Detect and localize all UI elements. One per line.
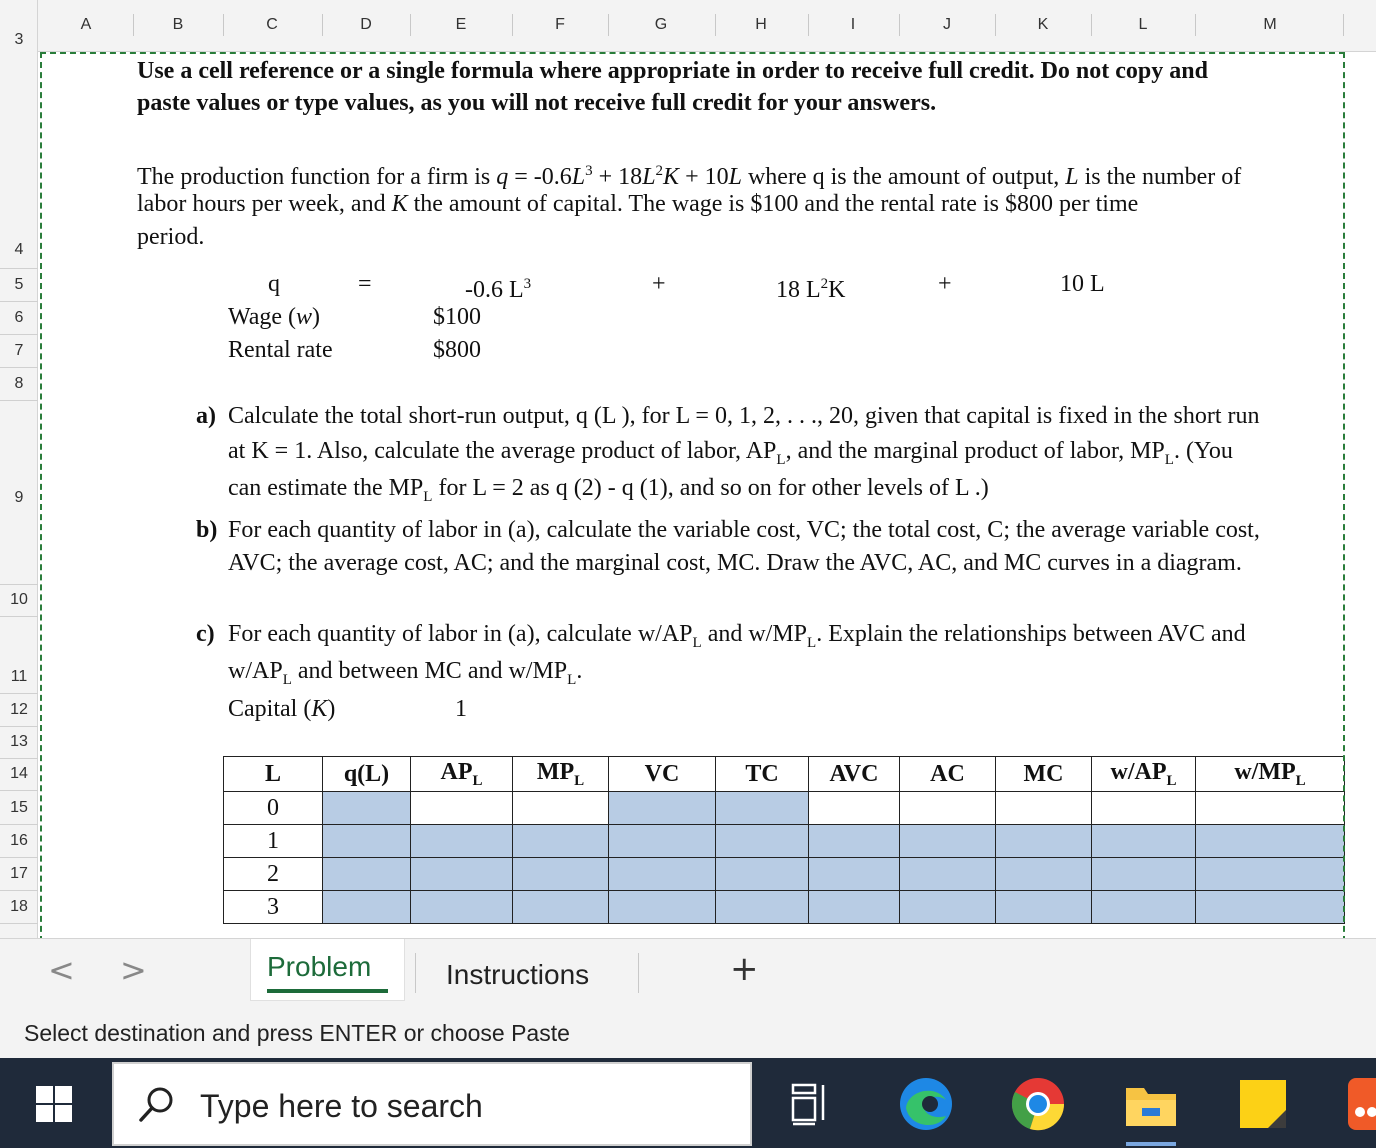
running-app-indicator [1126,1142,1176,1146]
cell-tc[interactable] [716,891,809,924]
question-c-line-2: $w/AP_L$ and between MC and $w/MP_L$. [228,658,583,688]
chrome-icon[interactable] [1010,1076,1066,1132]
header-tc[interactable]: TC [716,757,809,792]
header-mc[interactable]: MC [996,757,1092,792]
instruction-line-2: paste values or type values, as you will not receive full credit for your answers. [137,90,937,116]
question-c-line-1: For each quantity of labor in (a), calculate $w/AP_L$ and $w/MP_L$. Explain the relationships between AVC and [228,621,1246,651]
cell-w-apl[interactable] [1092,825,1196,858]
column-l-header[interactable]: L [1138,16,1148,33]
header-ql[interactable]: q(L) [323,757,411,792]
row-9-header[interactable]: 9 [14,489,24,506]
header-l[interactable]: L [224,757,323,792]
cell-ql[interactable] [323,891,411,924]
cell-w-apl[interactable] [1092,891,1196,924]
header-avc[interactable]: AVC [809,757,900,792]
results-table [223,756,1345,924]
cell-l[interactable]: 0 [224,792,323,825]
app-icon[interactable] [1346,1076,1376,1132]
row-14-header[interactable]: 14 [10,765,28,782]
equation-plus-2[interactable]: + [938,271,952,297]
column-f-header[interactable]: F [555,16,565,33]
header-vc[interactable]: VC [609,757,716,792]
prev-sheet-arrow-icon[interactable]: < [48,951,75,989]
cell-vc[interactable] [609,891,716,924]
windows-taskbar [0,1058,1376,1148]
header-apl[interactable]: $AP_L$ [411,757,513,792]
cell-apl[interactable] [411,858,513,891]
problem-line-1: The production function for a firm is $q = -0.6L^3 + 18L^2K + 10L$ where q is the amount of output, L is the number of [137,163,1242,190]
row-3-header[interactable]: 3 [14,31,24,48]
header-mpl[interactable]: $MP_L$ [513,757,609,792]
cell-vc[interactable] [609,792,716,825]
sticky-notes-icon[interactable] [1238,1078,1288,1130]
question-c-tag: c) [196,621,215,647]
column-c-header[interactable]: C [266,16,278,33]
add-sheet-icon[interactable]: + [730,949,759,989]
cell-mpl[interactable] [513,858,609,891]
problem-line-2: labor hours per week, and K the amount of capital. The wage is $100 and the rental rate is $800 per time [137,191,1139,217]
cell-avc[interactable] [809,891,900,924]
tab-divider [638,953,639,993]
cell-ac[interactable] [900,891,996,924]
row-4-header[interactable]: 4 [14,241,24,258]
cell-l[interactable]: 3 [224,891,323,924]
cell-w-mpl[interactable] [1196,792,1345,825]
table-row [224,858,1345,891]
row-18-header[interactable]: 18 [10,898,28,915]
status-bar [0,1008,1376,1058]
question-a-line-1: Calculate the total short-run output, q (L ), for L = 0, 1, 2, . . ., 20, given that capital is fixed in the short run [228,403,1260,429]
equation-term-3[interactable]: 10 L [1060,271,1105,297]
cell-apl[interactable] [411,891,513,924]
cell-vc[interactable] [609,825,716,858]
row-6-header[interactable]: 6 [14,309,24,326]
row-12-header[interactable]: 12 [10,701,28,718]
equation-term-2[interactable]: 18 $L^2K$ [776,276,846,303]
status-message: Select destination and press ENTER or choose Paste [24,1020,570,1046]
table-row [224,825,1345,858]
cell-avc[interactable] [809,858,900,891]
windows-start-icon[interactable] [36,1086,72,1122]
cell-apl[interactable] [411,825,513,858]
cell-tc[interactable] [716,792,809,825]
cell-avc[interactable] [809,825,900,858]
question-a-tag: a) [196,403,216,429]
file-explorer-icon[interactable] [1124,1080,1178,1130]
cell-ac[interactable] [900,792,996,825]
table-header-row [224,757,1345,792]
cell-mc[interactable] [996,858,1092,891]
column-j-header[interactable]: J [943,16,951,33]
search-icon [136,1084,178,1126]
search-placeholder: Type here to search [200,1088,483,1124]
equation-q[interactable]: q [268,271,280,297]
cell-tc[interactable] [716,825,809,858]
problem-line-3: period. [137,224,205,250]
capital-label[interactable]: Capital (K) [228,696,336,722]
cell-w-mpl[interactable] [1196,891,1345,924]
question-a-line-3: can estimate the $MP_L$ for L = 2 as q (2) - q (1), and so on for other levels of L .) [228,475,989,505]
instruction-line-1: Use a cell reference or a single formula where appropriate in order to receive full credit. Do not copy and [137,58,1208,84]
cell-apl[interactable] [411,792,513,825]
cell-l[interactable]: 2 [224,858,323,891]
row-17-header[interactable]: 17 [10,865,28,882]
question-b-line-2: AVC; the average cost, AC; and the marginal cost, MC. Draw the AVC, AC, and MC curves in a diagram. [228,550,1242,576]
wage-label[interactable]: Wage (w) [228,304,321,330]
cell-w-apl[interactable] [1092,792,1196,825]
tab-problem[interactable] [250,939,405,1001]
active-tab-underline [267,989,388,993]
cell-mc[interactable] [996,825,1092,858]
cell-mpl[interactable] [513,891,609,924]
cell-tc[interactable] [716,858,809,891]
row-16-header[interactable]: 16 [10,832,28,849]
column-b-header[interactable]: B [172,16,184,33]
row-7-header[interactable]: 7 [14,342,24,359]
cell-ql[interactable] [323,825,411,858]
cell-ac[interactable] [900,858,996,891]
edge-icon[interactable] [898,1076,954,1132]
rental-rate-label[interactable]: Rental rate [228,337,333,363]
row-11-header[interactable]: 11 [10,668,28,685]
cell-ql[interactable] [323,792,411,825]
question-b-tag: b) [196,517,218,543]
tab-problem-label: Problem [267,951,372,982]
column-g-header[interactable]: G [654,16,668,33]
row-10-header[interactable]: 10 [10,591,28,608]
column-m-header[interactable]: M [1263,16,1277,33]
cell-mpl[interactable] [513,825,609,858]
column-h-header[interactable]: H [755,16,767,33]
rental-rate-value[interactable]: $800 [433,337,481,363]
cell-mpl[interactable] [513,792,609,825]
cell-avc[interactable] [809,792,900,825]
equation-equals[interactable]: = [358,271,372,297]
row-15-header[interactable]: 15 [10,799,28,816]
column-k-header[interactable]: K [1037,16,1049,33]
row-8-header[interactable]: 8 [14,375,24,392]
cell-w-mpl[interactable] [1196,825,1345,858]
equation-term-1[interactable]: -0.6 $L^3$ [465,276,532,303]
column-i-header[interactable]: I [850,16,856,33]
question-a-line-2: at K = 1. Also, calculate the average product of labor, $AP_L$, and the marginal product of labor, $MP_L$. (You [228,438,1233,468]
wage-value[interactable]: $100 [433,304,481,330]
header-w-apl[interactable]: $w/AP_L$ [1092,757,1196,792]
cell-w-mpl[interactable] [1196,858,1345,891]
table-row [224,792,1345,825]
tab-divider [415,953,416,993]
header-ac[interactable]: AC [900,757,996,792]
cell-w-apl[interactable] [1092,858,1196,891]
cell-ql[interactable] [323,858,411,891]
sheet-tab-bar [0,938,1376,1008]
tab-instructions[interactable]: Instructions [446,959,590,990]
capital-value[interactable]: 1 [455,696,467,722]
row-5-header[interactable]: 5 [14,276,24,293]
equation-plus-1[interactable]: + [652,271,666,297]
cell-l[interactable]: 1 [224,825,323,858]
cell-vc[interactable] [609,858,716,891]
question-b-line-1: For each quantity of labor in (a), calculate the variable cost, VC; the total cost, C; the average variable cost, [228,517,1260,543]
cell-mc[interactable] [996,891,1092,924]
task-view-icon[interactable] [790,1082,830,1126]
cell-mc[interactable] [996,792,1092,825]
next-sheet-arrow-icon[interactable]: > [120,951,147,989]
table-row [224,891,1345,924]
column-d-header[interactable]: D [360,16,372,33]
column-e-header[interactable]: E [455,16,467,33]
taskbar-search-box[interactable] [112,1062,752,1146]
row-13-header[interactable]: 13 [10,733,28,750]
header-w-mpl[interactable]: $w/MP_L$ [1196,757,1345,792]
column-a-header[interactable]: A [80,16,92,33]
cell-ac[interactable] [900,825,996,858]
